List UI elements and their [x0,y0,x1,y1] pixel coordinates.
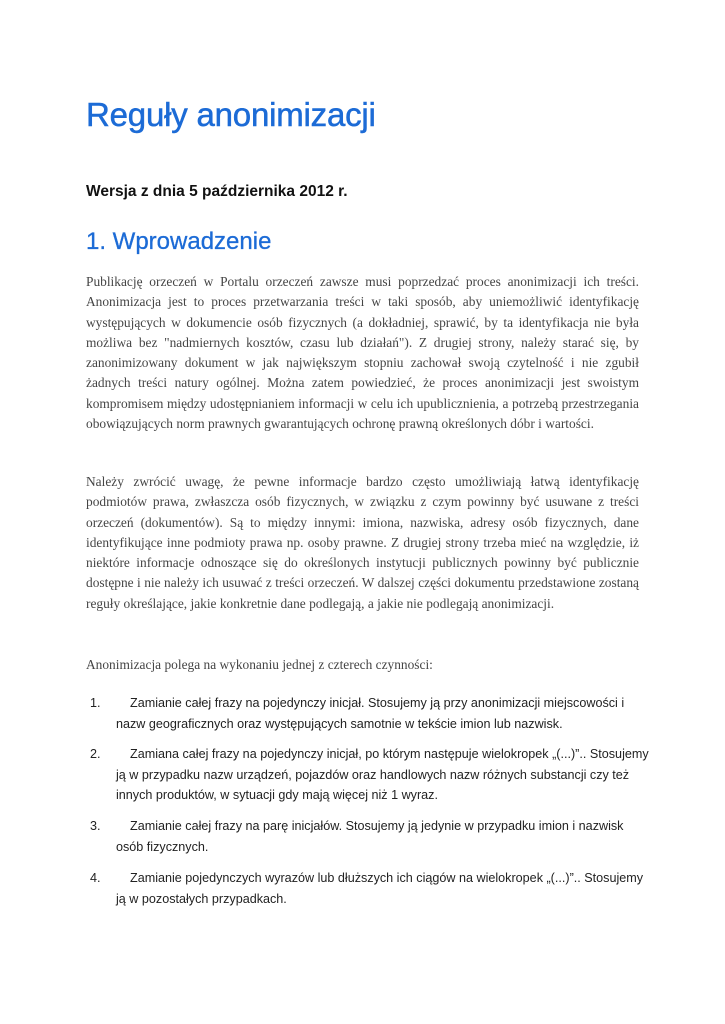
section-heading: 1. Wprowadzenie [86,228,272,255]
list-item-number: 4. [90,871,101,885]
list-item-text: Zamianie pojedynczych wyrazów lub dłuższych ich ciągów na wielokropek „(...)”.. Stosujemy ją w pozostałych przypadkach. [116,871,644,906]
list-item-number: 1. [90,696,101,710]
list-item [90,816,650,857]
paragraph-identification: Należy zwrócić uwagę, że pewne informacje bardzo często umożliwiają łatwą identyfikację podmiotów prawa, zwłaszcza osób fizycznych, w związku z czym powinny być usuwane z treści orzeczeń (dokumentów). Są to między innymi: imiona, nazwiska, adresy osób fizycznych, dane identyfikujące inne podmioty prawa np. osoby prawne. Z drugiej strony trzeba mieć na względzie, iż niektóre informacje odnoszące się do określonych instytucji publicznych powinny być publicznie dostępne i nie należy ich usuwać z treści orzeczeń. W dalszej części dokumentu przedstawione zostaną reguły określające, jakie konkretnie dane podlegają, a jakie nie podlegają anonimizacji. [86,474,639,611]
list-item [90,744,650,806]
list-item-number: 3. [90,819,101,833]
list-item-text: Zamianie całej frazy na parę inicjałów. Stosujemy ją jedynie w przypadku imion i nazwisk osób fizycznych. [116,819,624,854]
list-item-number: 2. [90,747,101,761]
list-item-text: Zamianie całej frazy na pojedynczy inicjał. Stosujemy ją przy anonimizacji miejscowości i nazw geograficznych oraz występujących samotnie w tekście imion lub nazwisk. [116,696,625,731]
list-item-text: Zamiana całej frazy na pojedynczy inicjał, po którym następuje wielokropek „(...)”.. Stosujemy ją w przypadku nazw urządzeń, pojazdów oraz handlowych nazw różnych substancji czy też innych produktów, w sytuacji gdy mają więcej niż 1 wyraz. [116,747,649,803]
paragraph-intro: Publikację orzeczeń w Portalu orzeczeń zawsze musi poprzedzać proces anonimizacji ich treści. Anonimizacja jest to proces przetwarzania treści w taki sposób, aby uniemożliwić identyfikację występujących w dokumencie osób fizycznych (a dokładniej, sprawić, by ta identyfikacja nie była możliwa bez "nadmiernych kosztów, czasu lub działań"). Z drugiej strony, należy starać się, by zanonimizowany dokument w jak największym stopniu zachował swoją czytelność i nie zgubił żadnych treści natury ogólnej. Można zatem powiedzieć, że proces anonimizacji jest swoistym kompromisem między udostępnianiem informacji w celu ich upublicznienia, a potrzebą przestrzegania obowiązujących norm prawnych gwarantujących ochronę prawną określonych dóbr i wartości. [86,274,639,432]
version-line: Wersja z dnia 5 października 2012 r. [86,183,348,200]
list-item [90,693,650,734]
list-item [90,868,650,909]
paragraph-list-intro: Anonimizacja polega na wykonaniu jednej z czterech czynności: [86,657,433,672]
document-title: Reguły anonimizacji [86,96,376,133]
